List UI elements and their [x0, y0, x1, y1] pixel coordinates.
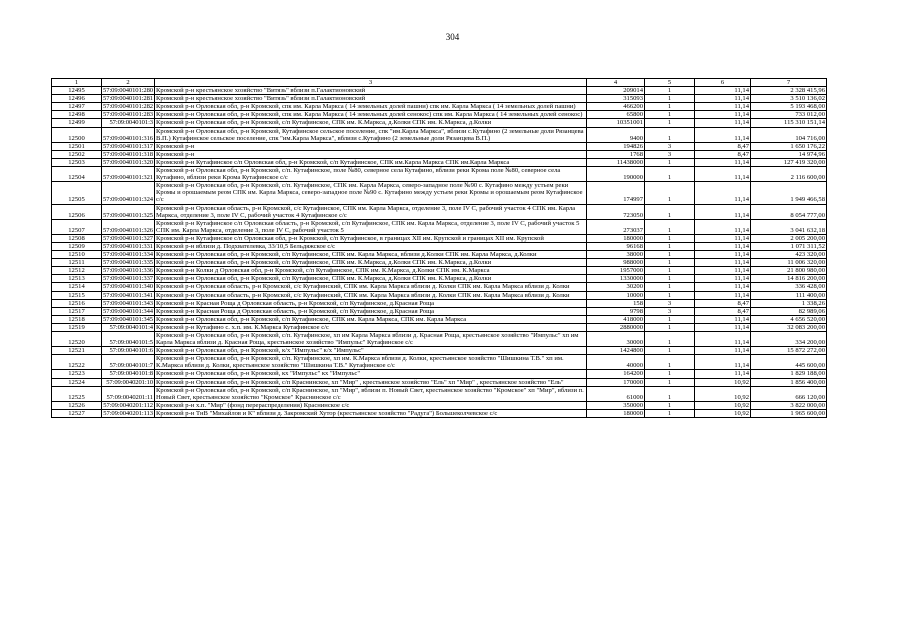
row-index-cell: 12511: [52, 259, 102, 267]
specific-value-cell: 11,14: [695, 167, 751, 182]
address-cell: Кромской р-н вблизи д. Подхвателевка, 33/10,5 Бельдяжское с/с: [155, 242, 587, 250]
row-index-cell: 12522: [52, 355, 102, 370]
area-cell: 164200: [587, 370, 645, 378]
cadastral-number-cell: 57:09:0040101:317: [103, 142, 153, 150]
area-cell: 209014: [587, 87, 645, 95]
table-row: [52, 111, 827, 119]
cadastral-value-cell: 11 006 320,00: [751, 259, 827, 267]
address-cell: Кромской р-н Орловская обл, р-н Кромской, к/х "Импульс" к/х "Импульс": [155, 347, 587, 355]
address-cell: Кромской р-н Орловская обл, р-н Кромской, Кутафинское сельское поселение, спк "им.Карла Маркса", вблизи с.Кутафино (2 земельные доли Рязанцева В.П.) Кутафинское сельское поселение, спк "им.Карла Маркса", вблизи с.Кутафино (2 земельные доли Рязанцева В.П.): [155, 127, 587, 142]
cadastral-value-cell: 4 656 520,00: [751, 315, 827, 323]
cadastral-value-cell: 2 328 415,96: [751, 87, 827, 95]
cadastral-value-cell: 127 419 320,00: [751, 158, 827, 166]
table-row: [52, 299, 827, 307]
cadastral-value-cell: 334 200,00: [751, 332, 827, 347]
cadastral-value-cell: 1 338,26: [751, 299, 827, 307]
group-cell: 3: [645, 307, 695, 315]
group-cell: 3: [645, 142, 695, 150]
group-cell: 1: [645, 315, 695, 323]
address-cell: Кромской р-н Орловская область, р-н Кромской, с/с Кутафинский, СПК им. Карла Маркса вблизи д. Колки СПК им. Карла Маркса вблизи д. Колки: [155, 283, 587, 291]
area-cell: 10000: [587, 291, 645, 299]
cadastral-value-cell: 1 949 466,58: [751, 182, 827, 204]
address-cell: Кромской р-н х.п. "Мир" (фонд перераспределения) Краснинское с/с: [155, 401, 587, 409]
area-cell: 1768: [587, 150, 645, 158]
specific-value-cell: 10,92: [695, 378, 751, 386]
group-cell: 1: [645, 167, 695, 182]
table-row: [52, 275, 827, 283]
area-cell: 315093: [587, 95, 645, 103]
cadastral-value-cell: 733 012,00: [751, 111, 827, 119]
group-cell: 3: [645, 299, 695, 307]
address-cell: Кромской р-н Красная Роща д Орловская область, р-н Кромской, с/п Кутафинское, д.Красная Роща: [155, 299, 587, 307]
group-cell: 1: [645, 378, 695, 386]
table-row: [52, 291, 827, 299]
row-index-cell: 12510: [52, 251, 102, 259]
cadastral-value-cell: 1 965 600,00: [751, 409, 827, 417]
header-cell: 1: [52, 79, 102, 87]
table-row: [52, 219, 827, 234]
area-cell: 9400: [587, 127, 645, 142]
address-cell: Кромской р-н Кутафинское с/п Орловская обл, р-н Кромской, с/п Кутафинское, в границах XII им. Крупской и границах XII им. Крупской: [155, 234, 587, 242]
cadastral-value-cell: 445 600,00: [751, 355, 827, 370]
row-index-cell: 12505: [52, 182, 102, 204]
specific-value-cell: 11,14: [695, 242, 751, 250]
address-cell: Кромской р-н Орловская область, р-н Кромской, с/с Кутафинский, СПК им. Карла Маркса вблизи д. Колки СПК им. Карла Маркса вблизи д. Колки: [155, 291, 587, 299]
group-cell: 1: [645, 87, 695, 95]
specific-value-cell: 11,14: [695, 283, 751, 291]
cadastral-number-cell: 57:09:0040101:321: [102, 167, 155, 182]
cadastral-number-cell: 57:09:0040101:345: [103, 315, 153, 323]
table-row: [52, 182, 827, 204]
specific-value-cell: 11,14: [695, 291, 751, 299]
area-cell: 2880000: [587, 323, 645, 331]
header-cell: 3: [155, 79, 587, 87]
table-row: [52, 142, 827, 150]
group-cell: 1: [645, 283, 695, 291]
address-cell: Кромской р-н Орловская обл, р-н Кромской, спк им. Карла Маркса ( 14 земельных долей сенокос) спк им. Карла Маркса ( 14 земельных долей сенокос): [155, 111, 587, 119]
row-index-cell: 12517: [52, 307, 102, 315]
cadastral-number-cell: 57:09:0040101:6: [102, 347, 155, 355]
area-cell: 38000: [587, 251, 645, 259]
address-cell: Кромской р-н Кутафино с. х.п. им. К.Маркса Кутафинское с/с: [155, 323, 587, 331]
cadastral-value-cell: 8 054 777,00: [751, 204, 827, 219]
specific-value-cell: 11,14: [695, 332, 751, 347]
address-cell: Кромской р-н Орловская обл, р-н Кромской, с/п Краснинское, хп "Мир", вблизи п. Новый Свет, крестьянское хозяйство "Кромское" хп "Мир", вблизи п. Новый Свет, крестьянское хозяйство "Кромское" Краснинское с/с: [155, 386, 587, 401]
cadastral-value-cell: 1 071 311,52: [751, 242, 827, 250]
address-cell: Кромской р-н: [155, 142, 587, 150]
table-row: [52, 204, 827, 219]
cadastral-number-cell: 57:09:0040101:282: [103, 103, 153, 111]
table-row: [52, 332, 827, 347]
cadastral-number-cell: 57:09:0040101:336: [103, 267, 153, 275]
cadastral-number-cell: 57:09:0040101:325: [102, 204, 155, 219]
table-row: [52, 234, 827, 242]
area-cell: 170000: [587, 378, 645, 386]
cadastral-number-cell: 57:09:0040101:320: [103, 158, 153, 166]
address-cell: Кромской р-н Кутафинское с/п Орловская область, р-н Кромской, с/п Кутафинское, СПК им. Карла Маркса, отделение 3, поле IV С, рабочий участок 5 СПК им. Карла Маркса, отделение 3, поле IV С, рабочий участок 5: [155, 219, 587, 234]
specific-value-cell: 11,14: [695, 219, 751, 234]
row-index-cell: 12521: [52, 347, 102, 355]
table-row: [52, 401, 827, 409]
specific-value-cell: 11,14: [695, 87, 751, 95]
specific-value-cell: 8,47: [695, 307, 751, 315]
cadastral-value-cell: 1 650 176,22: [751, 142, 827, 150]
row-index-cell: 12518: [52, 315, 102, 323]
cadastral-value-cell: 115 310 151,14: [751, 119, 827, 127]
address-cell: Кромской р-н Орловская обл, р-н Кромской, с/п Краснинское, хп "Мир" , крестьянское хозяйство "Ель" хп "Мир" , крестьянское хозяйство "Ель": [155, 378, 587, 386]
row-index-cell: 12498: [52, 111, 102, 119]
cadastral-number-cell: 57:09:0040101:337: [103, 275, 153, 283]
table-row: [52, 127, 827, 142]
address-cell: Кромской р-н Орловская обл, р-н Кромской, с/п. Кутафинское, СПК им. Карла Маркса, северо-западное поле №90 с. Кутафино между устьем реки Кромы и орошаемым реом СПК им. Карла Маркса, северо-западное поле №90 с. Кутафино между устьем реки Кромы и орошаемым реом Кутафинское с/с: [155, 182, 587, 204]
group-cell: 1: [645, 355, 695, 370]
table-row: [52, 242, 827, 250]
specific-value-cell: 8,47: [695, 142, 751, 150]
table-row: [52, 95, 827, 103]
specific-value-cell: 11,14: [695, 204, 751, 219]
row-index-cell: 12509: [52, 242, 102, 250]
specific-value-cell: 11,14: [695, 275, 751, 283]
row-index-cell: 12497: [52, 103, 102, 111]
cadastral-number-cell: 57:09:0040101:281: [103, 95, 153, 103]
row-index-cell: 12512: [52, 267, 102, 275]
group-cell: 1: [645, 127, 695, 142]
group-cell: 1: [645, 242, 695, 250]
cadastral-value-cell: 14 816 200,00: [751, 275, 827, 283]
cadastral-value-table: [51, 78, 827, 418]
row-index-cell: 12496: [52, 95, 102, 103]
address-cell: Кромской р-н Орловская обл, р-н Кромской, с/п Кутафинское, СПК им. Карла Маркса, СПК им. Карла Маркса: [155, 315, 587, 323]
cadastral-value-cell: 666 120,00: [751, 386, 827, 401]
cadastral-number-cell: 57:09:0040101:343: [103, 299, 153, 307]
specific-value-cell: 8,47: [695, 150, 751, 158]
group-cell: 1: [645, 291, 695, 299]
cadastral-value-cell: 2 005 200,00: [751, 234, 827, 242]
table-row: [52, 307, 827, 315]
cadastral-number-cell: 57:09:0040101:327: [103, 234, 153, 242]
address-cell: Кромской р-н Орловская область, р-н Кромской, с/с Кутафинское, СПК им. Карла Маркса, отделение 3, поле IV С, рабочий участок 4 СПК им. Карла Маркса, отделение 3, поле IV С, рабочий участок 4 Кутафинское с/с: [155, 204, 587, 219]
cadastral-value-cell: 336 428,00: [751, 283, 827, 291]
area-cell: 10351001: [587, 119, 645, 127]
specific-value-cell: 10,92: [695, 401, 751, 409]
table-row: [52, 409, 827, 417]
group-cell: 1: [645, 275, 695, 283]
cadastral-number-cell: 57:09:0040101:331: [103, 242, 153, 250]
area-cell: 988000: [587, 259, 645, 267]
group-cell: 1: [645, 347, 695, 355]
specific-value-cell: 11,14: [695, 315, 751, 323]
row-index-cell: 12502: [52, 150, 102, 158]
specific-value-cell: 10,92: [695, 409, 751, 417]
specific-value-cell: 11,14: [695, 111, 751, 119]
specific-value-cell: 11,14: [695, 259, 751, 267]
row-index-cell: 12506: [52, 204, 102, 219]
address-cell: Кромской р-н Орловская обл, р-н Кромской, с/п. Кутафинское, поле №80, северное села Кутафино, вблизи реки Крома поле №80, северное села Кутафино, вблизи реки Крома Кутафинское с/с: [155, 167, 587, 182]
address-cell: Кромской р-н Орловская обл, р-н Кромской, с/п Кутафинское, СПК им. Карла Маркса, вблизи д.Колки СПК им. Карла Маркса, д.Колки: [155, 251, 587, 259]
cadastral-value-cell: 15 872 272,00: [751, 347, 827, 355]
row-index-cell: 12513: [52, 275, 102, 283]
area-cell: 40000: [587, 355, 645, 370]
specific-value-cell: 11,14: [695, 251, 751, 259]
row-index-cell: 12527: [52, 409, 102, 417]
specific-value-cell: 11,14: [695, 95, 751, 103]
cadastral-value-cell: 82 989,06: [751, 307, 827, 315]
address-cell: Кромской р-н крестьянское хозяйство "Витязь" вблизи п.Галактионовский: [155, 87, 587, 95]
table-row: [52, 87, 827, 95]
area-cell: 350000: [587, 401, 645, 409]
address-cell: Кромской р-н ТнВ "Михайлов и К" вблизи д. Закромский Хутор (крестьянское хозяйство "Радуга") Большеколчевское с/с: [155, 409, 587, 417]
group-cell: 1: [645, 103, 695, 111]
cadastral-number-cell: 57:09:0040101:340: [103, 283, 153, 291]
cadastral-number-cell: 57:09:0040101:334: [103, 251, 153, 259]
cadastral-number-cell: 57:09:0040101:341: [103, 291, 153, 299]
table-row: [52, 370, 827, 378]
cadastral-number-cell: 57:09:0040201:112: [103, 401, 153, 409]
group-cell: 1: [645, 234, 695, 242]
row-index-cell: 12526: [52, 401, 102, 409]
row-index-cell: 12508: [52, 234, 102, 242]
group-cell: 1: [645, 204, 695, 219]
group-cell: 1: [645, 401, 695, 409]
header-cell: 2: [102, 79, 155, 87]
area-cell: 30000: [587, 332, 645, 347]
specific-value-cell: 11,14: [695, 267, 751, 275]
table-row: [52, 167, 827, 182]
table-header-row: [52, 79, 827, 87]
cadastral-number-cell: 57:09:0040101:324: [102, 182, 155, 204]
row-index-cell: 12499: [52, 119, 102, 127]
address-cell: Кромской р-н Орловская обл, р-н Кромской, с/п Кутафинское, СПК им. К.Маркса, д.Колки СПК им. К.Маркса, д.Колки: [155, 119, 587, 127]
address-cell: Кромской р-н Колки д Орловская обл, р-н Кромской, с/п Кутафинское, СПК им. К.Маркса, д.Колки СПК им. К.Маркса: [155, 267, 587, 275]
specific-value-cell: 11,14: [695, 323, 751, 331]
address-cell: Кромской р-н: [155, 150, 587, 158]
area-cell: 158: [587, 299, 645, 307]
cadastral-number-cell: 57:09:0040101:3: [102, 119, 155, 127]
table-row: [52, 283, 827, 291]
header-cell: 6: [695, 79, 751, 87]
specific-value-cell: 10,92: [695, 386, 751, 401]
row-index-cell: 12495: [52, 87, 102, 95]
table-row: [52, 323, 827, 331]
area-cell: 174997: [587, 182, 645, 204]
cadastral-number-cell: 57:09:0040201:113: [103, 409, 153, 417]
table-row: [52, 378, 827, 386]
header-cell: 5: [645, 79, 695, 87]
cadastral-number-cell: 57:09:0040101:280: [103, 87, 153, 95]
area-cell: 190000: [587, 167, 645, 182]
area-cell: 1424800: [587, 347, 645, 355]
cadastral-value-cell: 3 041 632,18: [751, 219, 827, 234]
area-cell: 65800: [587, 111, 645, 119]
cadastral-value-cell: 423 320,00: [751, 251, 827, 259]
specific-value-cell: 11,14: [695, 355, 751, 370]
area-cell: 418000: [587, 315, 645, 323]
cadastral-value-cell: 3 822 000,00: [751, 401, 827, 409]
table-row: [52, 355, 827, 370]
row-index-cell: 12520: [52, 332, 102, 347]
address-cell: Кромской р-н Орловская обл, р-н Кромской, с/п. Кутафинское, хп им. К.Маркса вблизи д. Колки, крестьянское хозяйство "Шишкина Т.В." хп им. К.Маркса вблизи д. Колки, крестьянское хозяйство "Шишкина Т.В." Кутафинское с/с: [155, 355, 587, 370]
row-index-cell: 12523: [52, 370, 102, 378]
table-row: [52, 103, 827, 111]
row-index-cell: 12519: [52, 323, 102, 331]
table-row: [52, 315, 827, 323]
specific-value-cell: 11,14: [695, 158, 751, 166]
group-cell: 1: [645, 267, 695, 275]
area-cell: 96168: [587, 242, 645, 250]
group-cell: 1: [645, 386, 695, 401]
page-number: 304: [445, 32, 460, 42]
cadastral-number-cell: 57:09:0040101:344: [103, 307, 153, 315]
table-row: [52, 150, 827, 158]
area-cell: 1957000: [587, 267, 645, 275]
row-index-cell: 12504: [52, 167, 102, 182]
area-cell: 194826: [587, 142, 645, 150]
row-index-cell: 12515: [52, 291, 102, 299]
table-row: [52, 251, 827, 259]
cadastral-value-cell: 111 400,00: [751, 291, 827, 299]
group-cell: 1: [645, 332, 695, 347]
cadastral-number-cell: 57:09:0040101:335: [103, 259, 153, 267]
cadastral-value-cell: 3 510 136,02: [751, 95, 827, 103]
group-cell: 1: [645, 219, 695, 234]
area-cell: 61000: [587, 386, 645, 401]
specific-value-cell: 11,14: [695, 127, 751, 142]
cadastral-value-cell: 1 829 188,00: [751, 370, 827, 378]
cadastral-number-cell: 57:09:0040201:10: [102, 378, 155, 386]
area-cell: 180000: [587, 409, 645, 417]
group-cell: 1: [645, 158, 695, 166]
specific-value-cell: 8,47: [695, 299, 751, 307]
cadastral-value-cell: 104 716,00: [751, 127, 827, 142]
area-cell: 273037: [587, 219, 645, 234]
row-index-cell: 12501: [52, 142, 102, 150]
cadastral-number-cell: 57:09:0040101:4: [102, 323, 155, 331]
group-cell: 1: [645, 119, 695, 127]
address-cell: Кромской р-н Орловская обл, р-н Кромской, с/п. Кутафинское, хп им Карла Маркса вблизи д. Красная Роща, крестьянское хозяйство "Импульс" хп им Карла Маркса вблизи д. Красная Роща, крестьянское хозяйство "Импульс" Кутафинское с/с: [155, 332, 587, 347]
row-index-cell: 12514: [52, 283, 102, 291]
cadastral-number-cell: 57:09:0040101:7: [102, 355, 155, 370]
cadastral-value-cell: 14 974,96: [751, 150, 827, 158]
header-cell: 7: [751, 79, 827, 87]
area-cell: 466200: [587, 103, 645, 111]
address-cell: Кромской р-н Орловская обл, р-н Кромской, с/п Кутафинское, СПК им. К.Маркса, д.Колки СПК им. К.Маркса, д.Колки: [155, 275, 587, 283]
table-row: [52, 386, 827, 401]
table-row: [52, 119, 827, 127]
area-cell: 9798: [587, 307, 645, 315]
cadastral-value-cell: 1 856 400,00: [751, 378, 827, 386]
group-cell: 1: [645, 95, 695, 103]
cadastral-number-cell: 57:09:0040101:283: [103, 111, 153, 119]
address-cell: Кромской р-н крестьянское хозяйство "Витязь" вблизи п.Галактионовский: [155, 95, 587, 103]
cadastral-value-cell: 2 116 600,00: [751, 167, 827, 182]
cadastral-number-cell: 57:09:0040101:316: [102, 127, 155, 142]
table-row: [52, 158, 827, 166]
specific-value-cell: 11,14: [695, 182, 751, 204]
cadastral-number-cell: 57:09:0040101:8: [102, 370, 155, 378]
row-index-cell: 12507: [52, 219, 102, 234]
address-cell: Кромской р-н Орловская обл, р-н Кромской, спк им. Карла Маркса ( 14 земельных долей пашни) спк им. Карла Маркса ( 14 земельных долей пашни): [155, 103, 587, 111]
group-cell: 1: [645, 370, 695, 378]
cadastral-number-cell: 57:09:0040101:5: [102, 332, 155, 347]
address-cell: Кромской р-н Орловская обл, р-н Кромской, с/п Кутафинское, СПК им. К.Маркса, д.Колки СПК им. К.Маркса, д.Колки: [155, 259, 587, 267]
header-cell: 4: [587, 79, 645, 87]
table-row: [52, 259, 827, 267]
area-cell: 723050: [587, 204, 645, 219]
group-cell: 1: [645, 323, 695, 331]
cadastral-value-cell: 32 083 200,00: [751, 323, 827, 331]
group-cell: 3: [645, 150, 695, 158]
address-cell: Кромской р-н Красная Роща д Орловская область, р-н Кромской, с/п Кутафинское, д.Красная Роща: [155, 307, 587, 315]
cadastral-number-cell: 57:09:0040201:11: [102, 386, 155, 401]
cadastral-value-cell: 5 193 468,00: [751, 103, 827, 111]
group-cell: 1: [645, 259, 695, 267]
specific-value-cell: 11,14: [695, 119, 751, 127]
group-cell: 1: [645, 111, 695, 119]
specific-value-cell: 11,14: [695, 347, 751, 355]
area-cell: 180000: [587, 234, 645, 242]
cadastral-number-cell: 57:09:0040101:318: [103, 150, 153, 158]
group-cell: 1: [645, 182, 695, 204]
group-cell: 1: [645, 409, 695, 417]
specific-value-cell: 11,14: [695, 103, 751, 111]
table-row: [52, 347, 827, 355]
area-cell: 1330000: [587, 275, 645, 283]
cadastral-number-cell: 57:09:0040101:326: [102, 219, 155, 234]
area-cell: 11438000: [587, 158, 645, 166]
row-index-cell: 12503: [52, 158, 102, 166]
table-row: [52, 267, 827, 275]
address-cell: Кромской р-н Кутафинское с/п Орловская обл, р-н Кромской, с/п Кутафинское, СПК им.Карла Маркса СПК им.Карла Маркса: [155, 158, 587, 166]
specific-value-cell: 11,14: [695, 234, 751, 242]
area-cell: 30200: [587, 283, 645, 291]
row-index-cell: 12500: [52, 127, 102, 142]
specific-value-cell: 11,14: [695, 370, 751, 378]
row-index-cell: 12524: [52, 378, 102, 386]
row-index-cell: 12525: [52, 386, 102, 401]
address-cell: Кромской р-н Орловская обл, р-н Кромской, кх "Импульс" кх "Импульс": [155, 370, 587, 378]
cadastral-value-cell: 21 800 980,00: [751, 267, 827, 275]
group-cell: 1: [645, 251, 695, 259]
row-index-cell: 12516: [52, 299, 102, 307]
